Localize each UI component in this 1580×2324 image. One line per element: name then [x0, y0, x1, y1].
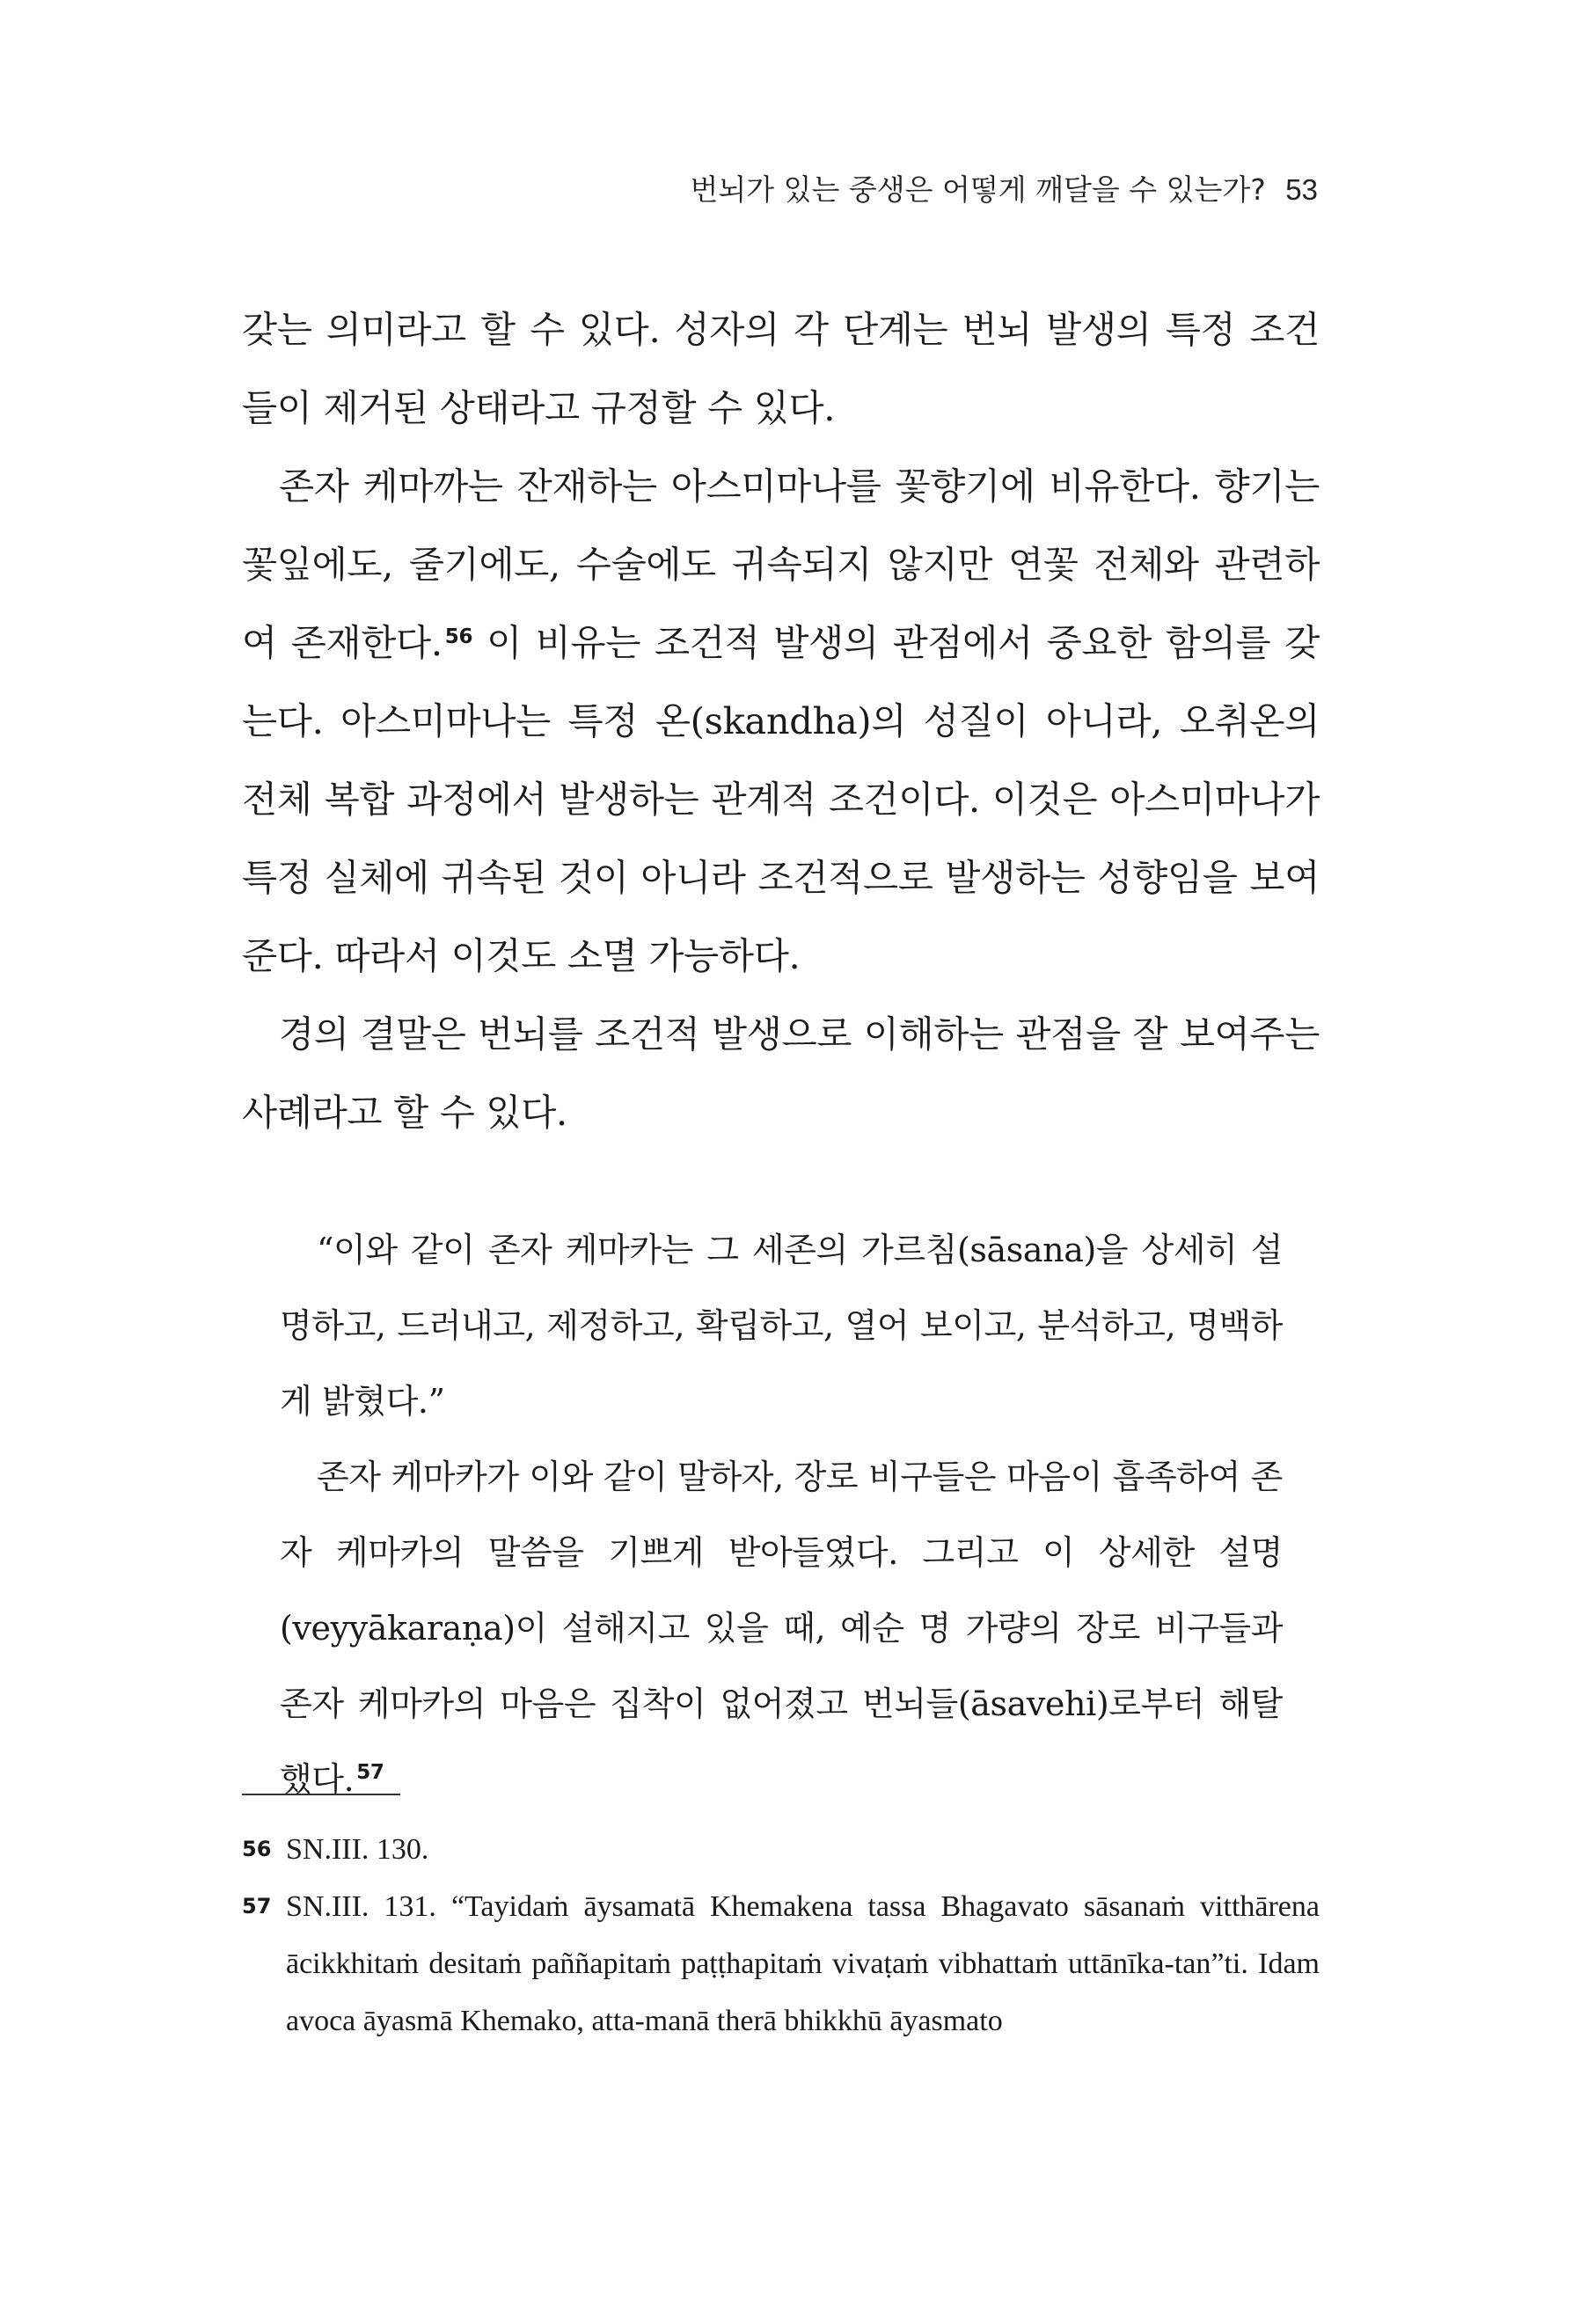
main-body: [242, 290, 1320, 1151]
footnote-number: 56: [242, 1837, 272, 1861]
footnote-divider: [242, 1794, 400, 1795]
footnote-ref-56[interactable]: 56: [444, 625, 473, 648]
quote-paragraph-2-text: 존자 케마카가 이와 같이 말하자, 장로 비구들은 마음이 흡족하여 존자 케마카의 말씀을 기쁘게 받아들였다. 그리고 이 상세한 설명(veyyākaraṇa)이 설해지고 있을 때, 예순 명 가량의 장로 비구들과 존자 케마카의 마음은 집착이 없어졌고 번뇌들(āsavehi)로부터 해탈했다.: [280, 1458, 1283, 1799]
quote-paragraph-1: “이와 같이 존자 케마카는 그 세존의 가르침(sāsana)을 상세히 설명하고, 드러내고, 제정하고, 확립하고, 열어 보이고, 분석하고, 명백하게 밝혔다.”: [280, 1231, 1283, 1421]
footnote-text: SN.III. 131. “Tayidaṁ āysamatā Khemakena tassa Bhagavato sāsanaṁ vitthārena ācikkhitaṁ desitaṁ paññapitaṁ paṭṭhapitaṁ vivaṭaṁ vibhattaṁ uttānīka-tan”ti. Idam avoca āyasmā Khemako, atta-manā therā bhikkhū āyasmato: [286, 1890, 1320, 2037]
body-paragraph-2-part-1: 존자 케마까는 잔재하는 아스미마나를 꽃향기에 비유한다. 향기는 꽃잎에도, 줄기에도, 수술에도 귀속되지 않지만 연꽃 전체와 관련하여 존재한다.: [242, 464, 1320, 664]
footnote-ref-57[interactable]: 57: [356, 1761, 384, 1784]
page-number: 53: [1285, 173, 1318, 206]
footnote-56: [242, 1821, 1320, 1878]
footnote-text: SN.III. 130.: [286, 1833, 429, 1866]
footnote-57: [242, 1878, 1320, 2050]
running-header: [242, 172, 1318, 208]
body-paragraph-3: 경의 결말은 번뇌를 조건적 발생으로 이해하는 관점을 잘 보여주는 사례라고 할 수 있다.: [242, 1012, 1320, 1134]
running-header-title: 번뇌가 있는 중생은 어떻게 깨달을 수 있는가?: [690, 172, 1266, 207]
body-paragraph-2: [242, 447, 1320, 995]
body-paragraph-2-part-2: 이 비유는 조건적 발생의 관점에서 중요한 함의를 갖는다. 아스미마나는 특정 온(skandha)의 성질이 아니라, 오취온의 전체 복합 과정에서 발생하는 관계적 조건이다. 이것은 아스미마나가 특정 실체에 귀속된 것이 아니라 조건적으로 발생하는 성향임을 보여준다. 따라서 이것도 소멸 가능하다.: [242, 621, 1320, 977]
footnotes: [242, 1821, 1320, 2050]
footnote-number: 57: [242, 1894, 272, 1918]
block-quote: [280, 1212, 1283, 1817]
quote-paragraph-2: [280, 1439, 1283, 1817]
body-paragraph-1: 갖는 의미라고 할 수 있다. 성자의 각 단계는 번뇌 발생의 특정 조건들이 제거된 상태라고 규정할 수 있다.: [242, 308, 1320, 429]
